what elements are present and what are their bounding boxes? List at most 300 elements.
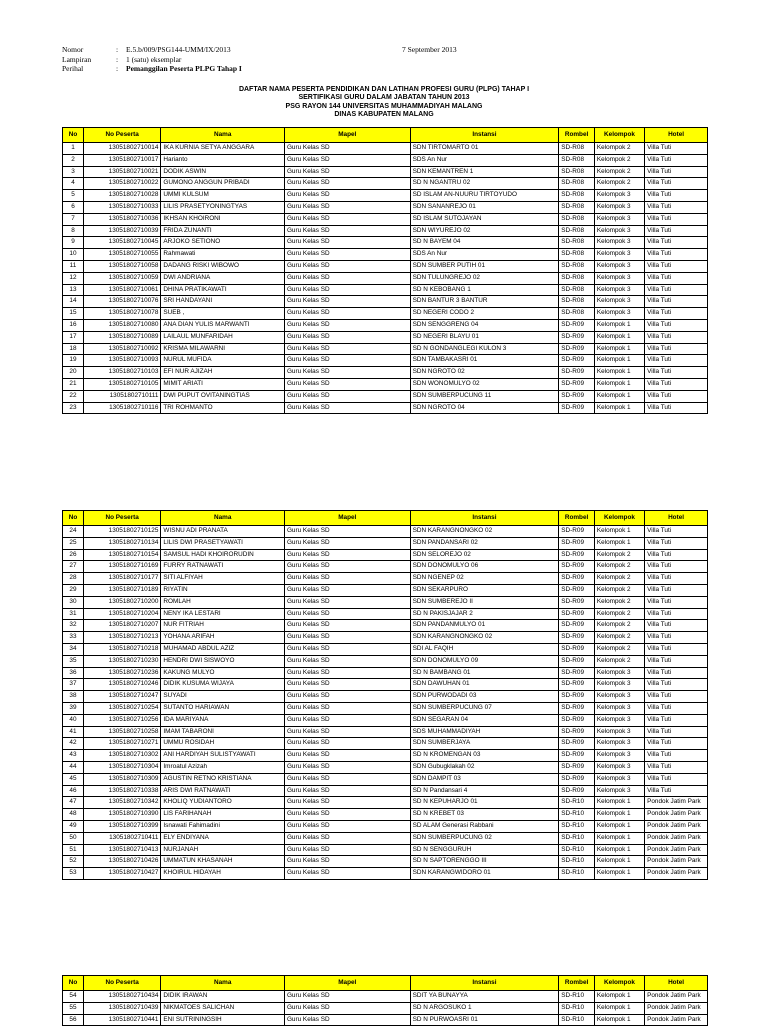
row-no: 42 (63, 738, 84, 750)
row-kelompok: Kelompok 1 (594, 319, 644, 331)
row-hotel: Villa Tuti (645, 343, 708, 355)
row-hotel: Villa Tuti (645, 355, 708, 367)
colon: : (116, 64, 119, 73)
row-instansi: SDN SEKARPURO (410, 584, 559, 596)
row-hotel: Pondok Jatim Park (645, 1002, 708, 1014)
lampiran-value: 1 (satu) eksemplar (126, 54, 182, 64)
row-mapel: Guru Kelas SD (284, 714, 410, 726)
row-instansi: SD N SAPTORENGGO III (410, 856, 559, 868)
row-no: 51 (63, 844, 84, 856)
row-kelompok: Kelompok 1 (594, 1014, 644, 1026)
row-rombel: SD-R09 (559, 355, 595, 367)
table-row (63, 714, 708, 726)
row-nama: GUMONO ANGGUN PRIBADI (161, 178, 285, 190)
row-kelompok: Kelompok 1 (594, 367, 644, 379)
row-hotel: Villa Tuti (645, 549, 708, 561)
row-no-peserta: 13051802710055 (83, 249, 160, 261)
table-row (63, 296, 708, 308)
table-row (63, 1002, 708, 1014)
row-kelompok: Kelompok 1 (594, 355, 644, 367)
table-row (63, 632, 708, 644)
row-kelompok: Kelompok 3 (594, 308, 644, 320)
row-rombel: SD-R10 (559, 991, 595, 1003)
table-row (63, 761, 708, 773)
row-no: 50 (63, 832, 84, 844)
table-row (63, 679, 708, 691)
row-hotel: Pondok Jatim Park (645, 868, 708, 880)
table-row (63, 166, 708, 178)
row-no: 40 (63, 714, 84, 726)
row-mapel: Guru Kelas SD (284, 691, 410, 703)
row-no: 11 (63, 260, 84, 272)
row-no-peserta: 13051802710399 (83, 820, 160, 832)
row-no-peserta: 13051802710125 (83, 526, 160, 538)
row-kelompok: Kelompok 2 (594, 178, 644, 190)
row-rombel: SD-R09 (559, 667, 595, 679)
row-mapel: Guru Kelas SD (284, 166, 410, 178)
row-hotel: Villa Tuti (645, 225, 708, 237)
row-kelompok: Kelompok 3 (594, 750, 644, 762)
row-rombel: SD-R08 (559, 296, 595, 308)
row-instansi: SD N BAMBANG 01 (410, 667, 559, 679)
perihal-value: Pemanggilan Peserta PLPG Tahap I (126, 64, 242, 73)
row-hotel: Villa Tuti (645, 367, 708, 379)
row-no-peserta: 13051802710302 (83, 750, 160, 762)
row-rombel: SD-R09 (559, 343, 595, 355)
row-rombel: SD-R08 (559, 225, 595, 237)
row-instansi: SDIT YA BUNAYYA (410, 991, 559, 1003)
row-instansi: SDN TULUNGREJO 02 (410, 272, 559, 284)
row-instansi: SDI AL FAQIH (410, 643, 559, 655)
row-rombel: SD-R09 (559, 537, 595, 549)
row-no: 29 (63, 584, 84, 596)
column-header: Nama (161, 128, 285, 143)
row-nama: Harianto (161, 154, 285, 166)
table-row (63, 691, 708, 703)
row-nama: WISNU ADI PRANATA (161, 526, 285, 538)
row-no-peserta: 13051802710342 (83, 797, 160, 809)
row-rombel: SD-R09 (559, 573, 595, 585)
row-hotel: Villa Tuti (645, 190, 708, 202)
row-no: 17 (63, 331, 84, 343)
row-instansi: SD N KEPUHARJO 01 (410, 797, 559, 809)
row-rombel: SD-R09 (559, 738, 595, 750)
row-hotel: Villa Tuti (645, 750, 708, 762)
row-no-peserta: 13051802710105 (83, 378, 160, 390)
column-header: Mapel (284, 976, 410, 991)
row-rombel: SD-R08 (559, 178, 595, 190)
row-mapel: Guru Kelas SD (284, 1002, 410, 1014)
table-row (63, 308, 708, 320)
row-nama: HENDRI DWI SISWOYO (161, 655, 285, 667)
table-row (63, 785, 708, 797)
table-row (63, 213, 708, 225)
row-mapel: Guru Kelas SD (284, 272, 410, 284)
row-no-peserta: 13051802710169 (83, 561, 160, 573)
row-kelompok: Kelompok 3 (594, 738, 644, 750)
row-rombel: SD-R09 (559, 773, 595, 785)
row-nama: ELY ENDIYANA (161, 832, 285, 844)
row-mapel: Guru Kelas SD (284, 249, 410, 261)
row-hotel: Villa Tuti (645, 249, 708, 261)
row-rombel: SD-R09 (559, 702, 595, 714)
row-no-peserta: 13051802710204 (83, 608, 160, 620)
row-mapel: Guru Kelas SD (284, 643, 410, 655)
row-rombel: SD-R10 (559, 1002, 595, 1014)
row-rombel: SD-R08 (559, 260, 595, 272)
row-no: 25 (63, 537, 84, 549)
row-nama: ENI SUTRININGSIH (161, 1014, 285, 1026)
row-nama: RIYATIN (161, 584, 285, 596)
row-rombel: SD-R09 (559, 691, 595, 703)
row-nama: LILIS PRASETYONINGTYAS (161, 201, 285, 213)
table-row (63, 331, 708, 343)
row-no: 37 (63, 679, 84, 691)
row-rombel: SD-R09 (559, 596, 595, 608)
row-kelompok: Kelompok 1 (594, 844, 644, 856)
row-hotel: Villa Tuti (645, 773, 708, 785)
row-instansi: SDN SANANREJO 01 (410, 201, 559, 213)
row-rombel: SD-R09 (559, 526, 595, 538)
row-hotel: Villa Tuti (645, 761, 708, 773)
row-hotel: Villa Tuti (645, 643, 708, 655)
letter-date: 7 September 2013 (402, 45, 457, 54)
row-mapel: Guru Kelas SD (284, 761, 410, 773)
row-nama: SAMSUL HADI KHOIRORUDIN (161, 549, 285, 561)
table-row (63, 154, 708, 166)
row-nama: UMMI KULSUM (161, 190, 285, 202)
row-mapel: Guru Kelas SD (284, 284, 410, 296)
row-no-peserta: 13051802710254 (83, 702, 160, 714)
lampiran-row (62, 55, 722, 65)
row-kelompok: Kelompok 3 (594, 691, 644, 703)
row-nama: ARIS DWI RATNAWATI (161, 785, 285, 797)
table-row (63, 378, 708, 390)
column-header: Hotel (645, 976, 708, 991)
row-no: 14 (63, 296, 84, 308)
row-rombel: SD-R08 (559, 201, 595, 213)
row-mapel: Guru Kelas SD (284, 820, 410, 832)
column-header: Kelompok (594, 976, 644, 991)
table-row (63, 797, 708, 809)
table-row (63, 343, 708, 355)
row-no-peserta: 13051802710134 (83, 537, 160, 549)
row-no-peserta: 13051802710309 (83, 773, 160, 785)
row-hotel: Villa Tuti (645, 726, 708, 738)
table-row (63, 249, 708, 261)
table-row (63, 702, 708, 714)
row-instansi: SDS MUHAMMADIYAH (410, 726, 559, 738)
row-no: 41 (63, 726, 84, 738)
row-nama: DIDIK IRAWAN (161, 991, 285, 1003)
nomor-row (62, 45, 722, 55)
row-kelompok: Kelompok 3 (594, 714, 644, 726)
table-row (63, 991, 708, 1003)
row-hotel: Villa Tuti (645, 655, 708, 667)
row-no: 43 (63, 750, 84, 762)
row-nama: IKHSAN KHOIRONI (161, 213, 285, 225)
row-no: 35 (63, 655, 84, 667)
row-hotel: Villa Tuti (645, 702, 708, 714)
row-rombel: SD-R10 (559, 809, 595, 821)
row-nama: KHOIRUL HIDAYAH (161, 868, 285, 880)
row-nama: Isnawati Fahimadini (161, 820, 285, 832)
participant-table-2 (62, 510, 708, 880)
row-no: 54 (63, 991, 84, 1003)
table-row (63, 1014, 708, 1026)
row-mapel: Guru Kelas SD (284, 213, 410, 225)
column-header: Rombel (559, 511, 595, 526)
table-row (63, 643, 708, 655)
row-mapel: Guru Kelas SD (284, 319, 410, 331)
row-kelompok: Kelompok 2 (594, 584, 644, 596)
row-mapel: Guru Kelas SD (284, 402, 410, 414)
row-rombel: SD-R08 (559, 272, 595, 284)
row-mapel: Guru Kelas SD (284, 237, 410, 249)
row-hotel: Pondok Jatim Park (645, 1014, 708, 1026)
row-hotel: Villa Tuti (645, 608, 708, 620)
row-rombel: SD-R09 (559, 584, 595, 596)
row-rombel: SD-R08 (559, 190, 595, 202)
row-mapel: Guru Kelas SD (284, 608, 410, 620)
row-nama: ANI HARDIYAH SULISTYAWATI (161, 750, 285, 762)
row-no-peserta: 13051802710207 (83, 620, 160, 632)
column-header: Kelompok (594, 128, 644, 143)
row-kelompok: Kelompok 3 (594, 679, 644, 691)
row-nama: MIMIT ARIATI (161, 378, 285, 390)
row-mapel: Guru Kelas SD (284, 620, 410, 632)
row-nama: UMMU ROSIDAH (161, 738, 285, 750)
row-instansi: SDN SUMBERJAYA (410, 738, 559, 750)
row-mapel: Guru Kelas SD (284, 868, 410, 880)
row-no-peserta: 13051802710236 (83, 667, 160, 679)
row-hotel: Pondok Jatim Park (645, 991, 708, 1003)
row-kelompok: Kelompok 1 (594, 856, 644, 868)
row-instansi: SDN SUMBERPUCUNG 07 (410, 702, 559, 714)
row-mapel: Guru Kelas SD (284, 378, 410, 390)
column-header: Hotel (645, 511, 708, 526)
row-nama: KAKUNG MULYO (161, 667, 285, 679)
table-row (63, 868, 708, 880)
row-no: 55 (63, 1002, 84, 1014)
row-no: 6 (63, 201, 84, 213)
row-no: 45 (63, 773, 84, 785)
row-mapel: Guru Kelas SD (284, 225, 410, 237)
table-row (63, 190, 708, 202)
table-row (63, 355, 708, 367)
colon: : (116, 45, 119, 54)
row-instansi: SD ALAM Generasi Rabbani (410, 820, 559, 832)
table-row (63, 584, 708, 596)
row-hotel: Pondok Jatim Park (645, 844, 708, 856)
row-no-peserta: 13051802710028 (83, 190, 160, 202)
row-hotel: Villa Tuti (645, 308, 708, 320)
row-no: 4 (63, 178, 84, 190)
row-instansi: SDN SUMBERPUCUNG 11 (410, 390, 559, 402)
table-row (63, 856, 708, 868)
row-instansi: SD N ARGOSUKO 1 (410, 1002, 559, 1014)
row-instansi: SD N KEBOBANG 1 (410, 284, 559, 296)
row-nama: FURRY RATNAWATI (161, 561, 285, 573)
row-no-peserta: 13051802710390 (83, 809, 160, 821)
row-no-peserta: 13051802710441 (83, 1014, 160, 1026)
row-rombel: SD-R09 (559, 620, 595, 632)
row-kelompok: Kelompok 3 (594, 201, 644, 213)
row-no-peserta: 13051802710189 (83, 584, 160, 596)
row-hotel: Villa Tuti (645, 526, 708, 538)
row-rombel: SD-R08 (559, 308, 595, 320)
row-no-peserta: 13051802710256 (83, 714, 160, 726)
row-instansi: SDN KARANGNONGKO 02 (410, 526, 559, 538)
row-hotel: Villa Tuti (645, 691, 708, 703)
row-nama: Imroatul Azizah (161, 761, 285, 773)
row-nama: LILIS DWI PRASETYAWATI (161, 537, 285, 549)
title-line-4: DINAS KABUPATEN MALANG (334, 111, 434, 119)
row-no-peserta: 13051802710021 (83, 166, 160, 178)
row-no-peserta: 13051802710177 (83, 573, 160, 585)
row-nama: YOHANA ARIFAH (161, 632, 285, 644)
row-kelompok: Kelompok 1 (594, 390, 644, 402)
row-mapel: Guru Kelas SD (284, 679, 410, 691)
table-row (63, 844, 708, 856)
row-no-peserta: 13051802710247 (83, 691, 160, 703)
row-kelompok: Kelompok 2 (594, 608, 644, 620)
row-no-peserta: 13051802710338 (83, 785, 160, 797)
row-mapel: Guru Kelas SD (284, 154, 410, 166)
perihal-label: Perihal (62, 64, 84, 73)
row-rombel: SD-R09 (559, 367, 595, 379)
row-instansi: SDN PANDANSARI 02 (410, 537, 559, 549)
row-no: 34 (63, 643, 84, 655)
row-no: 56 (63, 1014, 84, 1026)
row-mapel: Guru Kelas SD (284, 526, 410, 538)
row-hotel: Villa Tuti (645, 154, 708, 166)
row-rombel: SD-R09 (559, 319, 595, 331)
row-rombel: SD-R08 (559, 166, 595, 178)
row-nama: NENY IKA LESTARI (161, 608, 285, 620)
row-rombel: SD-R09 (559, 549, 595, 561)
row-mapel: Guru Kelas SD (284, 260, 410, 272)
row-hotel: Villa Tuti (645, 537, 708, 549)
row-no-peserta: 13051802710304 (83, 761, 160, 773)
lampiran-label: Lampiran (62, 54, 92, 64)
row-no: 7 (63, 213, 84, 225)
row-mapel: Guru Kelas SD (284, 750, 410, 762)
table-row (63, 667, 708, 679)
row-rombel: SD-R08 (559, 143, 595, 155)
row-instansi: SDN SUMBER PUTIH 01 (410, 260, 559, 272)
row-hotel: Villa Tuti (645, 201, 708, 213)
column-header: Hotel (645, 128, 708, 143)
perihal-row (62, 64, 722, 74)
row-kelompok: Kelompok 2 (594, 620, 644, 632)
row-no: 30 (63, 596, 84, 608)
row-nama: DODIK ASWIN (161, 166, 285, 178)
row-no-peserta: 13051802710058 (83, 260, 160, 272)
row-nama: DWI PUPUT OVITANINGTIAS (161, 390, 285, 402)
row-no-peserta: 13051802710434 (83, 991, 160, 1003)
table-row (63, 537, 708, 549)
row-hotel: Villa Tuti (645, 390, 708, 402)
row-instansi: SDN SENGGRENG 04 (410, 319, 559, 331)
row-no-peserta: 13051802710059 (83, 272, 160, 284)
row-nama: ANA DIAN YULIS MARWANTI (161, 319, 285, 331)
row-nama: EFI NUR AJIZAH (161, 367, 285, 379)
column-header: Nama (161, 976, 285, 991)
row-mapel: Guru Kelas SD (284, 561, 410, 573)
row-instansi: SDN PURWODADI 03 (410, 691, 559, 703)
row-instansi: SD N PAKISJAJAR 2 (410, 608, 559, 620)
row-instansi: SDN KEMANTREN 1 (410, 166, 559, 178)
table-row (63, 390, 708, 402)
row-kelompok: Kelompok 1 (594, 832, 644, 844)
row-mapel: Guru Kelas SD (284, 738, 410, 750)
row-hotel: Villa Tuti (645, 620, 708, 632)
row-kelompok: Kelompok 1 (594, 526, 644, 538)
row-rombel: SD-R10 (559, 820, 595, 832)
row-no-peserta: 13051802710213 (83, 632, 160, 644)
row-mapel: Guru Kelas SD (284, 190, 410, 202)
row-mapel: Guru Kelas SD (284, 308, 410, 320)
row-rombel: SD-R09 (559, 726, 595, 738)
column-header: No Peserta (83, 511, 160, 526)
row-instansi: SDN TAMBAKASRI 01 (410, 355, 559, 367)
row-kelompok: Kelompok 1 (594, 537, 644, 549)
table-header-row (63, 511, 708, 526)
row-rombel: SD-R08 (559, 284, 595, 296)
row-nama: UMMATUN KHASANAH (161, 856, 285, 868)
row-rombel: SD-R10 (559, 856, 595, 868)
row-nama: SITI ALFIYAH (161, 573, 285, 585)
row-mapel: Guru Kelas SD (284, 573, 410, 585)
row-no-peserta: 13051802710200 (83, 596, 160, 608)
table-row (63, 237, 708, 249)
row-instansi: SDN NGROTO 04 (410, 402, 559, 414)
row-no: 32 (63, 620, 84, 632)
table-row (63, 820, 708, 832)
row-mapel: Guru Kelas SD (284, 143, 410, 155)
row-mapel: Guru Kelas SD (284, 655, 410, 667)
row-mapel: Guru Kelas SD (284, 809, 410, 821)
row-hotel: Villa Tuti (645, 584, 708, 596)
row-hotel: Villa Tuti (645, 785, 708, 797)
table-row (63, 260, 708, 272)
table-row (63, 272, 708, 284)
row-no-peserta: 13051802710080 (83, 319, 160, 331)
row-mapel: Guru Kelas SD (284, 856, 410, 868)
row-hotel: Villa Tuti (645, 272, 708, 284)
row-mapel: Guru Kelas SD (284, 991, 410, 1003)
row-kelompok: Kelompok 3 (594, 272, 644, 284)
row-rombel: SD-R10 (559, 832, 595, 844)
row-hotel: Villa Tuti (645, 402, 708, 414)
row-kelompok: Kelompok 3 (594, 702, 644, 714)
row-kelompok: Kelompok 3 (594, 667, 644, 679)
row-kelompok: Kelompok 3 (594, 190, 644, 202)
row-hotel: Villa Tuti (645, 296, 708, 308)
row-kelompok: Kelompok 2 (594, 166, 644, 178)
row-no: 12 (63, 272, 84, 284)
table-row (63, 284, 708, 296)
row-kelompok: Kelompok 3 (594, 237, 644, 249)
row-no: 46 (63, 785, 84, 797)
column-header: Nama (161, 511, 285, 526)
row-hotel: Villa Tuti (645, 237, 708, 249)
row-no-peserta: 13051802710413 (83, 844, 160, 856)
row-nama: SUYADI (161, 691, 285, 703)
row-kelompok: Kelompok 1 (594, 343, 644, 355)
row-instansi: SD N BAYEM 04 (410, 237, 559, 249)
